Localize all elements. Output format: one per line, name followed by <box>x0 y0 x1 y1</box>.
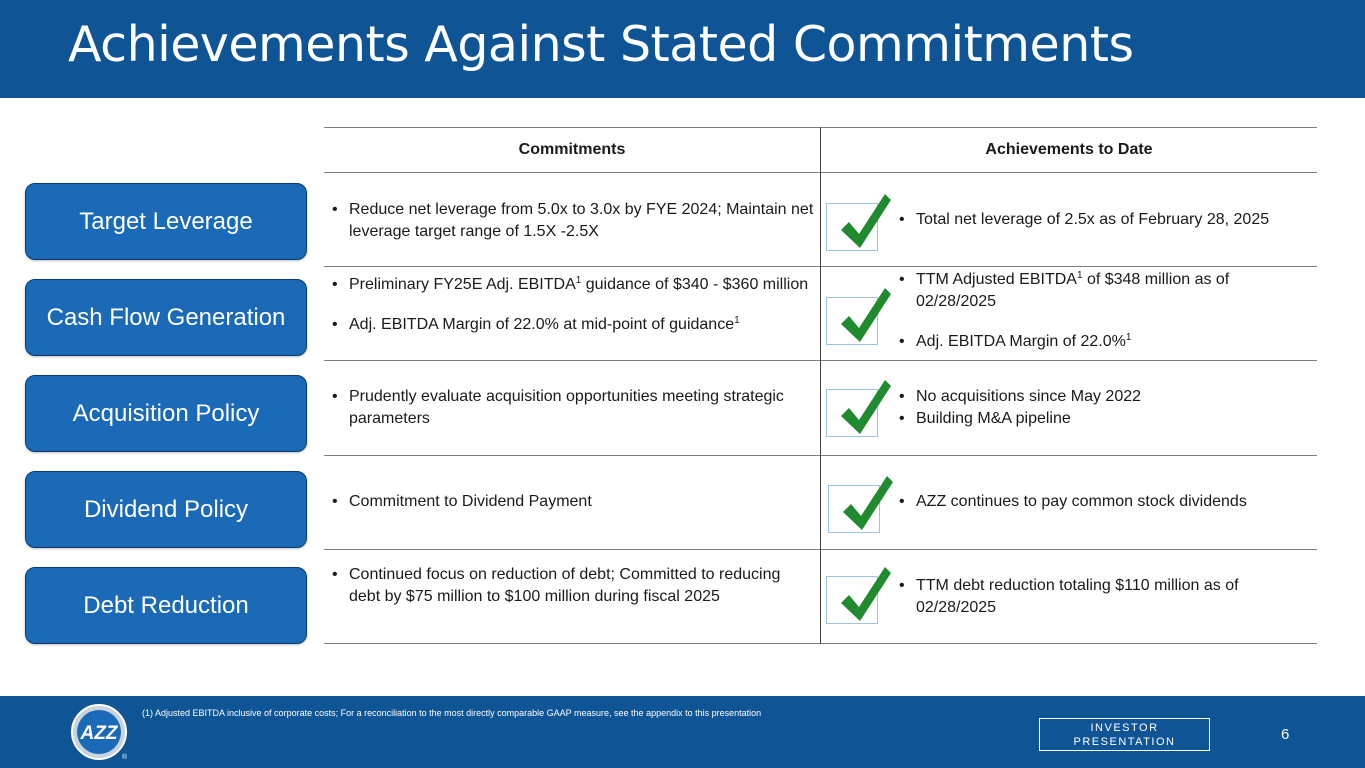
azz-logo-icon <box>70 703 128 761</box>
column-header-commitments: Commitments <box>518 141 626 158</box>
row-label-debt-reduction: Debt Reduction <box>25 567 307 644</box>
commitment-cell-target-leverage <box>330 199 815 243</box>
achievement-bullet: • No acquisitions since May 2022 <box>897 386 1312 408</box>
achievement-cell-debt <box>897 575 1312 619</box>
checkmark-icon <box>837 286 893 348</box>
commitment-bullet: • Continued focus on reduction of debt; Committed to reducing debt by $75 million to $100 million during fiscal 2025 <box>330 564 790 608</box>
achievement-cell-target-leverage <box>897 209 1312 231</box>
footnote: (1) Adjusted EBITDA inclusive of corporate costs; For a reconciliation to the most directly comparable GAAP measure, see the appendix to this presentation <box>142 708 762 718</box>
achievement-bullet: • Adj. EBITDA Margin of 22.0%$^1$ <box>897 331 1312 353</box>
achievement-cell-dividend <box>897 491 1312 513</box>
check-box <box>826 203 878 251</box>
commitment-cell-acquisition <box>330 386 815 430</box>
check-box <box>828 485 880 533</box>
svg-text:AZZ: AZZ <box>80 723 118 744</box>
commitment-bullet: • Reduce net leverage from 5.0x to 3.0x by FYE 2024; Maintain net leverage target range of 1.5X -2.5X <box>330 199 815 243</box>
commitment-bullet: • Adj. EBITDA Margin of 22.0% at mid-point of guidance$^1$ <box>330 314 815 336</box>
checkmark-icon <box>839 474 895 536</box>
column-divider <box>820 127 821 644</box>
footnote-marker: 1 <box>1076 270 1083 281</box>
achievement-bullet: • TTM Adjusted EBITDA$^1$ of $348 million as of 02/28/2025 <box>897 269 1312 313</box>
column-header-achievements: Achievements to Date <box>985 141 1153 158</box>
footnote-marker: 1 <box>575 275 582 286</box>
achievement-cell-cash-flow <box>897 269 1312 353</box>
footnote-marker: 1 <box>734 315 740 326</box>
commitment-bullet: • Commitment to Dividend Payment <box>330 491 815 513</box>
commitment-cell-dividend <box>330 491 815 513</box>
page-title: Achievements Against Stated Commitments <box>68 16 1134 73</box>
checkmark-icon <box>837 565 893 627</box>
page-number: 6 <box>1281 726 1290 743</box>
achievement-cell-acquisition <box>897 386 1312 430</box>
achievement-bullet: • Building M&A pipeline <box>897 408 1312 430</box>
commitment-cell-debt <box>330 564 790 608</box>
check-box <box>826 297 878 345</box>
row-label-acquisition-policy: Acquisition Policy <box>25 375 307 452</box>
row-label-target-leverage: Target Leverage <box>25 183 307 260</box>
investor-presentation-badge <box>1039 718 1210 751</box>
svg-text:®: ® <box>122 754 128 761</box>
checkmark-icon <box>837 192 893 254</box>
achievement-bullet: • TTM debt reduction totaling $110 million as of 02/28/2025 <box>897 575 1312 619</box>
achievement-bullet: • Total net leverage of 2.5x as of February 28, 2025 <box>897 209 1312 231</box>
badge-line: PRESENTATION <box>1073 736 1176 748</box>
checkmark-icon <box>837 378 893 440</box>
commitment-bullet: • Preliminary FY25E Adj. EBITDA$^1$ guidance of $340 - $360 million <box>330 274 815 296</box>
footnote-marker: 1 <box>1125 332 1132 343</box>
achievement-bullet: • AZZ continues to pay common stock dividends <box>897 491 1312 513</box>
commitment-cell-cash-flow <box>330 274 815 336</box>
row-label-cash-flow-generation: Cash Flow Generation <box>25 279 307 356</box>
row-label-dividend-policy: Dividend Policy <box>25 471 307 548</box>
check-box <box>826 389 878 437</box>
commitment-bullet: • Prudently evaluate acquisition opportunities meeting strategic parameters <box>330 386 815 430</box>
badge-line: INVESTOR <box>1090 722 1159 734</box>
check-box <box>826 576 878 624</box>
